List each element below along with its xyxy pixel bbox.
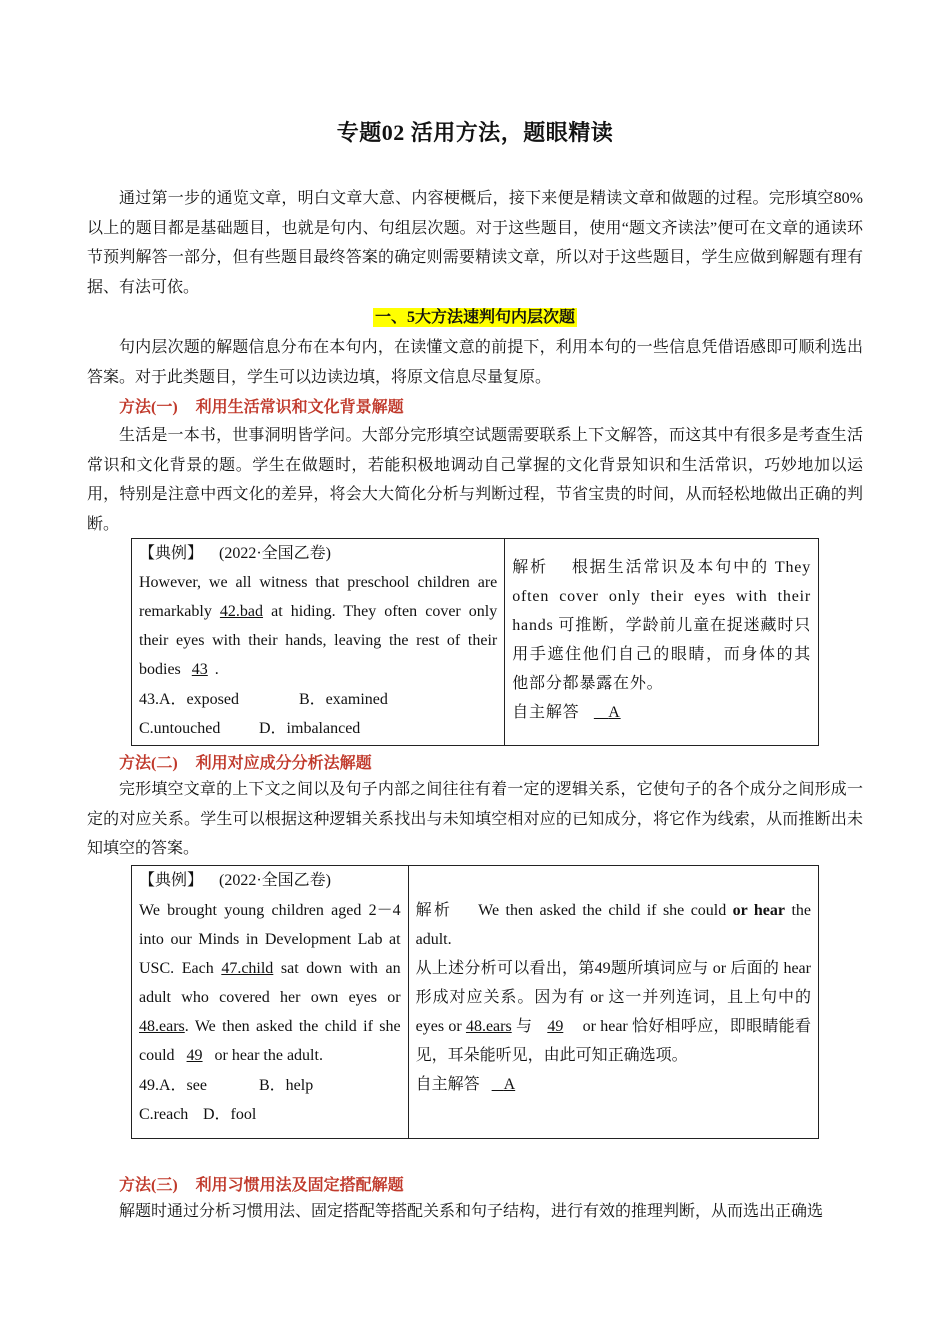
method1-heading bbox=[119, 394, 404, 417]
example1-answer-label: 自主解答 bbox=[512, 704, 580, 721]
example2-option-b: B．help bbox=[259, 1077, 314, 1094]
example1-options-row2 bbox=[139, 714, 497, 743]
example1-analysis-cell bbox=[505, 539, 819, 746]
example2-header bbox=[139, 868, 401, 894]
example2-tag: 【典例】 bbox=[139, 872, 204, 889]
example2-text-a: We brought young children aged 2－4 into our Minds in Development Lab at USC. Each bbox=[139, 902, 401, 977]
example2-answer-value bbox=[492, 1076, 516, 1093]
example2-table bbox=[131, 865, 819, 1139]
example2-analysis2-blank-49: 49 bbox=[547, 1018, 564, 1035]
section-paragraph: 句内层次题的解题信息分布在本句内，在读懂文意的前提下，利用本句的一些信息凭借语感即可顺利选出答案。对于此类题目，学生可以边读边填，将原文信息尽量复原。 bbox=[87, 339, 863, 386]
example2-analysis-b: the adult. bbox=[415, 902, 811, 948]
example2-answer bbox=[416, 1070, 811, 1099]
method2-heading bbox=[119, 750, 372, 773]
example2-analysis-detail bbox=[416, 954, 811, 1070]
example2-analysis bbox=[416, 896, 811, 954]
example1-option-b: B．examined bbox=[299, 691, 388, 708]
example1-header bbox=[139, 541, 497, 567]
method1-title: 利用生活常识和文化背景解题 bbox=[195, 399, 404, 416]
method3-title: 利用习惯用法及固定搭配解题 bbox=[195, 1177, 404, 1194]
example2-analysis2-b: or hear 恰好相呼应，即眼睛能看见，耳朵能听见，由此可知正确选项。 bbox=[415, 1018, 811, 1064]
example1-analysis-label: 解析 bbox=[512, 559, 549, 576]
example1-answer bbox=[512, 698, 811, 727]
method2-label: 方法(二) bbox=[119, 755, 178, 772]
example2-options-row2 bbox=[139, 1100, 401, 1129]
example1-analysis bbox=[512, 553, 811, 698]
intro-paragraph: 通过第一步的通览文章，明白文章大意、内容梗概后，接下来便是精读文章和做题的过程。完形填空80%以上的题目都是基础题目，也就是句内、句组层次题。对于这些题目，使用“题文齐读法”便可在文章的通读环节预判解答一部分，但有些题目最终答案的确定则需要精读文章，所以对于这些题目，学生应做到解题有理有据、有法可依。 bbox=[87, 190, 863, 296]
example1-option-d: D．imbalanced bbox=[259, 720, 361, 737]
example1-blank-42: 42.bad bbox=[219, 603, 264, 620]
example2-analysis-cell bbox=[408, 866, 818, 1139]
example2-text-c: . We then asked the child if she could bbox=[139, 1018, 401, 1064]
example1-source: (2022·全国乙卷) bbox=[219, 545, 332, 562]
example2-analysis-a: We then asked the child if she could bbox=[478, 902, 733, 919]
example2-blank-49: 49 bbox=[186, 1047, 203, 1064]
example1-answer-value bbox=[594, 704, 621, 721]
method1-label: 方法(一) bbox=[119, 399, 178, 416]
example2-text-d: or hear the adult. bbox=[210, 1047, 323, 1064]
example1-answer-letter: A bbox=[608, 704, 621, 721]
example1-text-b: at hiding. They often cover only their eyes with their hands, leaving the rest of their bodies bbox=[139, 603, 498, 678]
example2-analysis-bold: or hear bbox=[732, 902, 786, 919]
example2-analysis2-mid: 与 bbox=[511, 1018, 533, 1035]
example1-analysis-text: 根据生活常识及本句中的 They often cover only their eyes with their hands 可推断，学龄前儿童在捉迷藏时只用手遮住他们自己的眼睛，而身体的其他部分都暴露在外。 bbox=[512, 559, 811, 692]
example1-text-a: However, we all witness that preschool children are remarkably bbox=[139, 574, 498, 620]
example1-question-cell bbox=[132, 539, 505, 746]
example2-analysis-label: 解析 bbox=[415, 902, 453, 919]
example2-option-c: C.reach bbox=[139, 1106, 189, 1123]
section-heading-text: 一、5大方法速判句内层次题 bbox=[374, 309, 575, 326]
example2-option-a: 49.A．see bbox=[139, 1077, 207, 1094]
section-heading bbox=[0, 304, 950, 327]
example1-text-c: . bbox=[214, 661, 219, 678]
method2-title: 利用对应成分分析法解题 bbox=[195, 755, 372, 772]
example2-blank-47: 47.child bbox=[221, 960, 274, 977]
example1-tag: 【典例】 bbox=[139, 545, 204, 562]
example2-option-d: D．fool bbox=[203, 1106, 257, 1123]
example1-option-a: 43.A．exposed bbox=[139, 691, 239, 708]
example1-table bbox=[131, 538, 819, 746]
example2-analysis2-a: 从上述分析可以看出，第49题所填词应与 or 后面的 hear 形成对应关系。因为有 or 这一并列连词，且上句中的 eyes or bbox=[415, 960, 811, 1035]
method3-heading bbox=[119, 1172, 404, 1195]
example1-options-row1 bbox=[139, 685, 497, 714]
example2-text bbox=[139, 896, 401, 1070]
example1-option-c: C.untouched bbox=[139, 720, 221, 737]
example2-answer-label: 自主解答 bbox=[415, 1076, 480, 1093]
page-title: 专题02 活用方法，题眼精读 bbox=[336, 120, 614, 145]
method3-label: 方法(三) bbox=[119, 1177, 178, 1194]
example2-blank-48: 48.ears bbox=[139, 1018, 185, 1035]
example2-source: (2022·全国乙卷) bbox=[219, 872, 332, 889]
method3-paragraph: 解题时通过分析习惯用法、固定搭配等搭配关系和句子结构，进行有效的推理判断，从而选出正确选 bbox=[119, 1203, 824, 1220]
method1-paragraph: 生活是一本书，世事洞明皆学问。大部分完形填空试题需要联系上下文解答，而这其中有很多是考查生活常识和文化背景的题。学生在做题时，若能积极地调动自己掌握的文化背景知识和生活常识，巧妙地加以运用，特别是注意中西文化的差异，将会大大简化分析与判断过程，节省宝贵的时间，从而轻松地做出正确的判断。 bbox=[87, 427, 863, 533]
example2-answer-letter: A bbox=[503, 1076, 516, 1093]
example2-question-cell bbox=[132, 866, 409, 1139]
method2-paragraph: 完形填空文章的上下文之间以及句子内部之间往往有着一定的逻辑关系，它使句子的各个成分之间形成一定的对应关系。学生可以根据这种逻辑关系找出与未知填空相对应的已知成分，将它作为线索，从而推断出未知填空的答案。 bbox=[87, 781, 863, 857]
example2-analysis2-blank-48: 48.ears bbox=[465, 1018, 512, 1035]
example2-options-row1 bbox=[139, 1071, 401, 1100]
example1-blank-43: 43 bbox=[191, 661, 208, 678]
example1-text bbox=[139, 568, 497, 684]
example2-text-b: sat down with an adult who covered her own eyes or bbox=[139, 960, 401, 1006]
